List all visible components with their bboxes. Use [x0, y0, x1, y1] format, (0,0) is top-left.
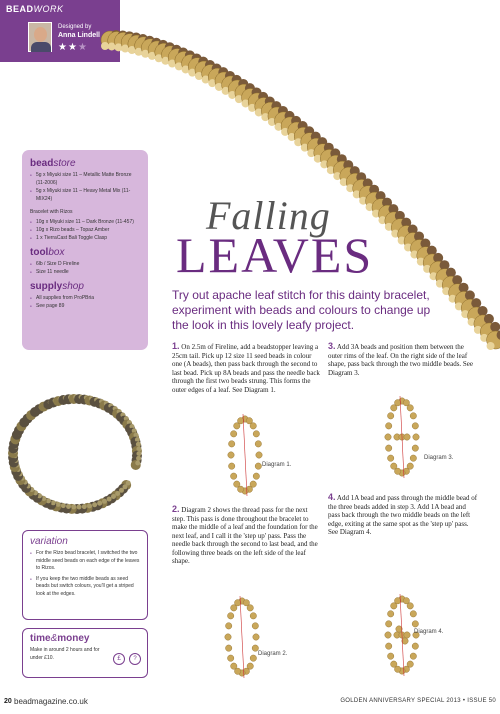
difficulty-stars: ★★★	[58, 42, 88, 53]
store-item: ● 5g x Miyuki size 11 – Heavy Metal Mix (11-MIX24)	[30, 187, 140, 203]
variation-box	[22, 530, 148, 620]
store-subheading: Bracelet with Rizos	[30, 209, 73, 215]
step-4: 4. Add 1A bead and pass through the middle bead of the three beads added in step 3. Add 1A bead and pass back through the two middle beads on the left edge, exiting at the same spot as the 'step up' pass. See Diagram 4.	[328, 492, 478, 536]
supply-shop-heading: supplyshop	[30, 281, 84, 292]
step-2: 2. Diagram 2 shows the thread pass for the next step. This pass is done throughout the bracelet to make the middle of a leaf and the foundation for the next leaf, and I call it the 'step up' pass. Pass the needle back through the second to last bead, and the following three beads on the left side of the leaf shape.	[172, 504, 318, 565]
page-footer	[0, 696, 500, 714]
page-number: 20	[4, 698, 12, 705]
step-3: 3. Add 3A beads and position them between the outer rims of the leaf. On the right side of the leaf shape, pass back through the two middle beads. See Diagram 3.	[328, 341, 474, 377]
footer-site: beadmagazine.co.uk	[14, 697, 88, 706]
bead-store-heading: beadstore	[30, 158, 76, 169]
diagram-2	[212, 592, 272, 682]
bead-store-panel	[22, 150, 148, 350]
supply-item: ● All supplies from ProPBria	[30, 294, 140, 302]
diagram-3-label: Diagram 3.	[424, 455, 454, 461]
store-item: ● 1 x TierraCast Bali Toggle Clasp	[30, 234, 140, 242]
footer-issue: GOLDEN ANNIVERSARY SPECIAL 2013 • ISSUE 50	[340, 698, 496, 704]
store-item: ● 10g x Miyuki size 11 – Dark Bronze (11-457)	[30, 218, 140, 226]
toolbox-heading: toolbox	[30, 247, 65, 258]
time-money-heading: time&money	[30, 633, 90, 644]
title-line-1: Falling	[206, 193, 331, 238]
variation-item: ● For the Rizo bead bracelet, I switched the two middle seed beads on each edge of the leaves to Rizos.	[30, 550, 140, 573]
clock-icon: ?	[129, 653, 141, 665]
time-money-box	[22, 628, 148, 678]
toolbox-item: ● Size 11 needle	[30, 268, 140, 276]
variation-item: ● If you keep the two middle beads as seed beads but switch colours, you'll get a striped look at the edges.	[30, 576, 140, 599]
diagram-4-label: Diagram 4.	[414, 629, 444, 635]
store-item: ● 10g x Rizo beads – Topaz Amber	[30, 226, 140, 234]
toolbox-item: ● 6lb / Size D Fireline	[30, 260, 140, 268]
diagram-1-label: Diagram 1.	[262, 462, 292, 468]
designed-by-label: Designed by	[58, 24, 92, 30]
title-line-2: LEAVES	[176, 227, 374, 283]
diagram-4	[372, 590, 432, 680]
variation-heading: variation	[30, 536, 68, 547]
diagram-3	[372, 392, 432, 482]
designer-avatar	[28, 22, 52, 52]
intro-text: Try out apache leaf stitch for this dainty bracelet, experiment with beads and colours to change up the look in this lovely leafy project.	[172, 288, 431, 332]
diagram-2-label: Diagram 2.	[258, 651, 288, 657]
time-money-text: Make in around 2 hours and for under £10.	[30, 647, 100, 661]
step-1: 1. On 2.5m of Fireline, add a beadstopper leaving a 25cm tail. Pick up 12 size 11 seed beads in colour one (A beads), then pass back through the second to last bead. Pick up 8A beads and pass the needle back through the first two beads strung. This forms the outer edges of a leaf. See Diagram 1.	[172, 341, 320, 394]
diagram-1	[215, 410, 275, 500]
supply-item: ● See page 89	[30, 302, 140, 310]
store-item: ● 5g x Miyuki size 11 – Metallic Matte Bronze (11-2006)	[30, 171, 140, 187]
money-icon: £	[113, 653, 125, 665]
designer-name: Anna Lindell	[58, 32, 100, 39]
bracelet-photo-left	[0, 362, 150, 532]
section-label: BEADWORK	[6, 4, 64, 14]
